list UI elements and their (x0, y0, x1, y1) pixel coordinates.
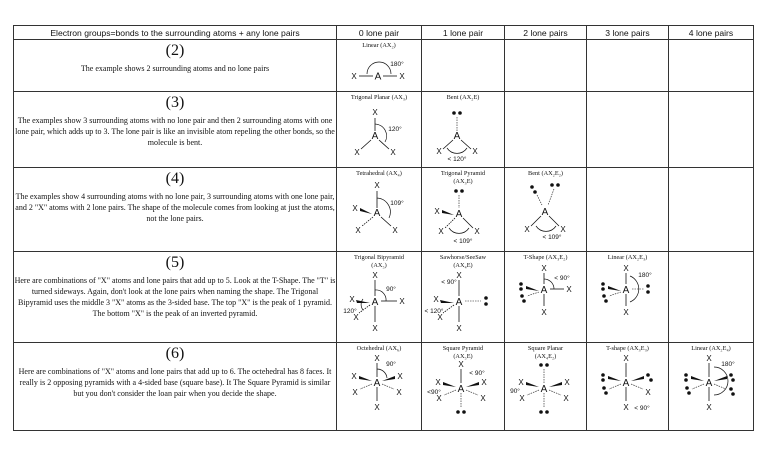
outer-atom: X (352, 388, 358, 397)
lone-pair-dot (460, 189, 464, 193)
lone-pair-dot (454, 189, 458, 193)
outer-atom: X (644, 388, 651, 397)
lone-pair-dot (522, 299, 526, 303)
outer-atom: X (565, 285, 572, 294)
outer-atom: X (372, 324, 378, 333)
lone-pair-dot (545, 363, 549, 367)
central-atom: A (457, 384, 465, 395)
linear-molecule-diagram (339, 50, 419, 88)
lone-pair-dot (684, 378, 688, 382)
row-3-groups (14, 92, 754, 168)
bent-diagram (423, 102, 503, 164)
outer-atom: X (474, 227, 480, 236)
outer-atom: X (374, 403, 380, 412)
bond-angle: 180° (721, 361, 735, 368)
lone-pair-dot (731, 378, 735, 382)
lone-pair-dot (484, 296, 488, 300)
lone-pair-dot (462, 410, 466, 414)
row-description (14, 40, 337, 92)
row-description (14, 168, 337, 252)
group-count: (6) (165, 345, 185, 362)
outer-atom: X (563, 378, 570, 387)
outer-atom: X (374, 181, 380, 190)
shape-name: Trigonal Planar (AX₃) (350, 94, 408, 101)
row-4-groups (14, 168, 754, 252)
outer-atom: X (436, 147, 442, 156)
cell-bent-2 (505, 168, 587, 252)
header-row (14, 26, 754, 40)
shape-name: Square Planar (AX₄E₂) (527, 345, 564, 360)
header-electron-groups: Electron groups=bonds to the surrounding atoms + any lone pairs (14, 26, 337, 40)
bond-angle: 109° (390, 200, 404, 207)
cell-bent (422, 92, 505, 168)
row-text: Here are combinations of "X" atoms and lone pairs that add up to 6. The octehedral has 8 faces. It really is 2 opposing pyramids with a 4-sided base (square base). It The Square Pyramid is similar but you don't consider the loan pair when you decide the shape. (18, 367, 332, 398)
cell-tetrahedral (337, 168, 422, 252)
empty-cell (422, 40, 505, 92)
empty-cell (587, 40, 669, 92)
cell-linear (337, 40, 422, 92)
row-5-groups (14, 252, 754, 343)
outer-atom: X (559, 225, 566, 234)
lone-pair-dot (685, 386, 689, 390)
outer-atom: X (540, 264, 547, 273)
outer-atom: X (436, 394, 442, 403)
central-atom: A (374, 71, 382, 83)
bond-angle: < 90° (441, 279, 457, 286)
outer-atom: X (472, 147, 478, 156)
central-atom: A (455, 209, 463, 220)
shape-name: Square Pyramid (AX₅E) (442, 345, 484, 360)
bond-angle: 90° (509, 388, 520, 395)
lone-pair-dot (646, 290, 650, 294)
lone-pair-dot (729, 387, 733, 391)
bent-two-lone-pairs-diagram (506, 178, 586, 248)
linear-three-lone-pairs-diagram (588, 262, 668, 332)
central-atom: A (453, 131, 461, 142)
lone-pair-dot (539, 410, 543, 414)
linear-four-lone-pairs-diagram (671, 353, 751, 423)
outer-atom: X (706, 354, 712, 363)
lone-pair-dot (601, 378, 605, 382)
lone-pair-dot (602, 294, 606, 298)
outer-atom: X (399, 297, 405, 306)
row-text: The examples show 3 surrounding atoms with no lone pair and then 2 surrounding atoms with one lone pair, which adds up to 3. The lone pair is like an invisible atom repeling the other bonds, so the molecule is bent. (15, 116, 335, 147)
bond-angle: < 90° (633, 405, 650, 412)
outer-atom: X (354, 148, 360, 157)
outer-atom: X (622, 264, 629, 273)
outer-atom: X (437, 313, 443, 322)
empty-cell (587, 92, 669, 168)
outer-atom: X (622, 354, 629, 363)
row-6-groups (14, 343, 754, 431)
cell-linear-4lp (669, 343, 754, 431)
cell-t-shape-6 (587, 343, 669, 431)
lone-pair-dot (533, 190, 537, 194)
bond-angle: < 109° (541, 234, 562, 241)
lone-pair-dot (539, 363, 543, 367)
row-description (14, 252, 337, 343)
cell-trigonal-bipyramid (337, 252, 422, 343)
shape-name: Trigonal Pyramid (AX₃E) (440, 170, 486, 185)
lone-pair-dot (519, 287, 523, 291)
shape-name: T-Shape (AX₃E₂) (523, 254, 568, 261)
outer-atom: X (480, 394, 486, 403)
bond-angle: < 90° (469, 370, 485, 377)
empty-cell (669, 252, 754, 343)
t-shape-diagram (506, 262, 586, 332)
group-count: (4) (165, 170, 185, 187)
shape-name: Bent (AX₂E) (446, 94, 480, 101)
central-atom: A (540, 384, 547, 395)
group-count: (2) (165, 42, 185, 59)
seesaw-diagram (423, 270, 503, 340)
central-atom: A (373, 208, 381, 219)
bond-angle: < 90° (553, 275, 570, 282)
lone-pair-dot (550, 183, 554, 187)
cell-octahedral (337, 343, 422, 431)
shape-name: Linear (AX₂E₄) (691, 345, 731, 352)
outer-atom: X (438, 227, 444, 236)
row-2-groups (14, 40, 754, 92)
empty-cell (587, 168, 669, 252)
shape-name: Linear (AX₂) (362, 42, 396, 49)
cell-trigonal-pyramid (422, 168, 505, 252)
lone-pair-dot (646, 373, 650, 377)
group-count: (5) (165, 254, 185, 271)
outer-atom: X (433, 295, 439, 304)
outer-atom: X (518, 394, 525, 403)
bond-angle: 90° (386, 286, 396, 293)
outer-atom: X (456, 271, 462, 280)
central-atom: A (373, 378, 381, 389)
bond-angle: 120° (343, 308, 357, 315)
lone-pair-dot (520, 294, 524, 298)
row-text: The examples show 4 surrounding atoms with no lone pair, 3 surrounding atoms with one lone pair, and 2 "X" atoms with 2 lone pairs. The shape of the molecule comes from looking at just the atoms, not the lone pairs. (15, 192, 335, 223)
outer-atom: X (622, 403, 629, 412)
octahedral-diagram (339, 353, 419, 423)
lone-pair-dot (556, 183, 560, 187)
shape-name: Trigonal Bipyramid (AX₅) (354, 254, 404, 269)
outer-atom: X (352, 204, 358, 213)
outer-atom: X (349, 295, 355, 304)
outer-atom: X (374, 354, 380, 363)
lone-pair-dot (687, 391, 691, 395)
outer-atom: X (562, 394, 569, 403)
square-planar-diagram (506, 361, 586, 423)
lone-pair-dot (519, 282, 523, 286)
shape-name: T-shape (AX₃E₃) (606, 345, 649, 352)
trigonal-bipyramid-diagram (339, 270, 419, 340)
shape-name: Octehedral (AX₆) (356, 345, 402, 352)
empty-cell (669, 168, 754, 252)
central-atom: A (455, 297, 463, 308)
lone-pair-dot (604, 391, 608, 395)
lone-pair-dot (601, 287, 605, 291)
trigonal-planar-diagram (339, 102, 419, 164)
shape-name: Tetrahedral (AX₄) (356, 170, 402, 177)
central-atom: A (371, 297, 379, 308)
empty-cell (505, 40, 587, 92)
header-2-lone-pairs: 2 lone pairs (505, 26, 587, 40)
central-atom: A (540, 285, 547, 296)
bond-angle: 120° (388, 126, 402, 133)
bond-angle: < 120° (424, 308, 444, 315)
tetrahedral-diagram (339, 178, 419, 248)
cell-trigonal-planar (337, 92, 422, 168)
header-1-lone-pair: 1 lone pair (422, 26, 505, 40)
bond-angle: 180° (637, 272, 652, 279)
outer-atom: X (396, 388, 402, 397)
outer-atom: X (481, 378, 487, 387)
outer-atom: X (435, 378, 441, 387)
cell-square-pyramid (422, 343, 505, 431)
square-pyramid-diagram (423, 361, 503, 423)
central-atom: A (371, 131, 379, 142)
lone-pair-dot (729, 373, 733, 377)
outer-atom: X (372, 271, 378, 280)
outer-atom: X (434, 207, 440, 216)
outer-atom: X (622, 308, 629, 317)
header-3-lone-pairs: 3 lone pairs (587, 26, 669, 40)
central-atom: A (705, 378, 713, 389)
bond-angle: <90° (427, 389, 441, 396)
outer-atom: X (523, 225, 530, 234)
shape-name: Sawhorse/SeeSaw (AX₄E) (439, 254, 487, 269)
outer-atom: X (540, 308, 547, 317)
group-count: (3) (165, 94, 185, 111)
empty-cell (505, 92, 587, 168)
cell-linear-3lp (587, 252, 669, 343)
outer-atom: X (399, 72, 405, 81)
empty-cell (669, 40, 754, 92)
row-text: Here are combinations of "X" atoms and lone pairs that add up to 5. Look at the T-Shape. The "T" is turned sideways. Again, don't look at the lone pairs when naming the shape. The Trigonal Bipyramid uses the middle 3 "X" atoms as the 3-sided base. The top "X" is the peak of 1 pyramid. The bottom "X" is the peak of an inverted pyramid. (14, 276, 336, 318)
row-text: The example shows 2 surrounding atoms and no lone pairs (80, 64, 270, 73)
outer-atom: X (372, 108, 378, 117)
bond-angle: 90° (386, 361, 396, 368)
row-description (14, 343, 337, 431)
cell-t-shape (505, 252, 587, 343)
lone-pair-dot (604, 299, 608, 303)
outer-atom: X (392, 226, 398, 235)
cell-square-planar (505, 343, 587, 431)
bond-angle: 180° (390, 61, 404, 68)
outer-atom: X (353, 313, 359, 322)
lone-pair-dot (545, 410, 549, 414)
shape-name: Bent (AX₂E₂) (528, 170, 563, 177)
lone-pair-dot (456, 410, 460, 414)
bond-angle: < 120° (447, 156, 467, 163)
cell-seesaw (422, 252, 505, 343)
lone-pair-dot (458, 111, 462, 115)
lone-pair-dot (601, 282, 605, 286)
vsepr-table (13, 25, 754, 431)
outer-atom: X (397, 372, 403, 381)
bond-angle: < 109° (453, 238, 473, 245)
header-0-lone-pair: 0 lone pair (337, 26, 422, 40)
empty-cell (669, 92, 754, 168)
outer-atom: X (390, 148, 396, 157)
lone-pair-dot (601, 373, 605, 377)
central-atom: A (622, 378, 629, 389)
lone-pair-dot (731, 392, 735, 396)
t-shape-three-lone-pairs-diagram (588, 353, 668, 423)
trigonal-pyramid-diagram (423, 186, 503, 248)
central-atom: A (541, 207, 548, 218)
lone-pair-dot (684, 373, 688, 377)
header-4-lone-pairs: 4 lone pairs (669, 26, 754, 40)
outer-atom: X (355, 226, 361, 235)
lone-pair-dot (484, 302, 488, 306)
outer-atom: X (351, 372, 357, 381)
shape-name: Linear (AX₂E₃) (607, 254, 648, 261)
lone-pair-dot (452, 111, 456, 115)
row-description (14, 92, 337, 168)
lone-pair-dot (602, 386, 606, 390)
lone-pair-dot (649, 378, 653, 382)
outer-atom: X (517, 378, 524, 387)
central-atom: A (622, 285, 629, 296)
outer-atom: X (456, 324, 462, 333)
outer-atom: X (706, 403, 712, 412)
lone-pair-dot (646, 284, 650, 288)
outer-atom: X (351, 72, 357, 81)
lone-pair-dot (530, 185, 534, 189)
outer-atom: X (458, 361, 464, 369)
